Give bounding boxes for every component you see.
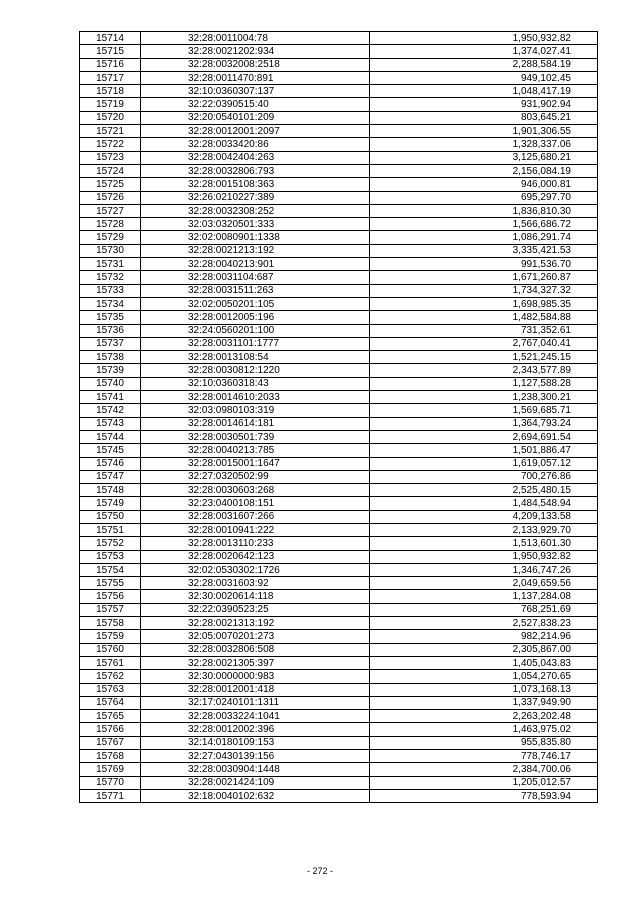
cadastral-number-cell: 32:20:0540101:209 (141, 111, 370, 124)
amount-cell: 1,501,886.47 (370, 444, 598, 457)
table-row (80, 111, 598, 124)
amount-cell: 4,209,133.58 (370, 510, 598, 523)
cadastral-number-cell: 32:28:0021313:192 (141, 617, 370, 630)
table-row (80, 231, 598, 244)
row-number-cell: 15729 (80, 231, 141, 244)
table-row (80, 45, 598, 58)
table-row (80, 497, 598, 510)
row-number-cell: 15766 (80, 723, 141, 736)
table-row (80, 311, 598, 324)
table-row (80, 523, 598, 536)
table-row (80, 417, 598, 430)
table-row (80, 710, 598, 723)
row-number-cell: 15747 (80, 470, 141, 483)
row-number-cell: 15716 (80, 58, 141, 71)
cadastral-number-cell: 32:28:0033420:86 (141, 138, 370, 151)
cadastral-number-cell: 32:28:0032806:508 (141, 643, 370, 656)
table-row (80, 258, 598, 271)
row-number-cell: 15752 (80, 537, 141, 550)
cadastral-number-cell: 32:28:0040213:901 (141, 258, 370, 271)
cadastral-number-cell: 32:03:0980103:319 (141, 404, 370, 417)
amount-cell: 731,352.61 (370, 324, 598, 337)
cadastral-number-cell: 32:28:0032308:252 (141, 204, 370, 217)
table-row (80, 563, 598, 576)
amount-cell: 2,343,577.89 (370, 364, 598, 377)
amount-cell: 1,086,291.74 (370, 231, 598, 244)
table-row (80, 297, 598, 310)
table-row (80, 630, 598, 643)
row-number-cell: 15744 (80, 430, 141, 443)
cadastral-number-cell: 32:22:0390515:40 (141, 98, 370, 111)
table-row (80, 590, 598, 603)
amount-cell: 2,527,838.23 (370, 617, 598, 630)
row-number-cell: 15742 (80, 404, 141, 417)
table-row (80, 377, 598, 390)
cadastral-number-cell: 32:28:0012002:396 (141, 723, 370, 736)
cadastral-number-cell: 32:24:0560201:100 (141, 324, 370, 337)
cadastral-number-cell: 32:28:0031104:687 (141, 271, 370, 284)
cadastral-number-cell: 32:17:0240101:1311 (141, 696, 370, 709)
cadastral-number-cell: 32:14:0180109:153 (141, 736, 370, 749)
table-row (80, 271, 598, 284)
cadastral-number-cell: 32:03:0320501:333 (141, 218, 370, 231)
cadastral-number-cell: 32:26:0210227:389 (141, 191, 370, 204)
table-row (80, 218, 598, 231)
amount-cell: 1,048,417.19 (370, 85, 598, 98)
cadastral-number-cell: 32:05:0070201:273 (141, 630, 370, 643)
table-row (80, 324, 598, 337)
table-row (80, 457, 598, 470)
row-number-cell: 15770 (80, 776, 141, 789)
table-row (80, 164, 598, 177)
table-row (80, 656, 598, 669)
row-number-cell: 15761 (80, 656, 141, 669)
row-number-cell: 15764 (80, 696, 141, 709)
amount-cell: 1,671,260.87 (370, 271, 598, 284)
row-number-cell: 15717 (80, 71, 141, 84)
amount-cell: 1,127,588.28 (370, 377, 598, 390)
amount-cell: 2,263,202.48 (370, 710, 598, 723)
row-number-cell: 15753 (80, 550, 141, 563)
cadastral-number-cell: 32:22:0390523:25 (141, 603, 370, 616)
table-row (80, 789, 598, 802)
row-number-cell: 15724 (80, 164, 141, 177)
amount-cell: 946,000.81 (370, 178, 598, 191)
amount-cell: 949,102.45 (370, 71, 598, 84)
table-row (80, 404, 598, 417)
cadastral-number-cell: 32:28:0031101:1777 (141, 337, 370, 350)
row-number-cell: 15739 (80, 364, 141, 377)
amount-cell: 695,297.70 (370, 191, 598, 204)
table-row (80, 191, 598, 204)
amount-cell: 778,593.94 (370, 789, 598, 802)
cadastral-number-cell: 32:28:0021424:109 (141, 776, 370, 789)
row-number-cell: 15756 (80, 590, 141, 603)
amount-cell: 768,251.69 (370, 603, 598, 616)
amount-cell: 982,214.96 (370, 630, 598, 643)
table-row (80, 550, 598, 563)
table-row (80, 85, 598, 98)
table-row (80, 351, 598, 364)
cadastral-number-cell: 32:28:0012005:196 (141, 311, 370, 324)
table-row (80, 178, 598, 191)
table-row (80, 430, 598, 443)
cadastral-number-cell: 32:28:0012001:2097 (141, 125, 370, 138)
row-number-cell: 15757 (80, 603, 141, 616)
row-number-cell: 15755 (80, 577, 141, 590)
cadastral-number-cell: 32:28:0021202:934 (141, 45, 370, 58)
row-number-cell: 15719 (80, 98, 141, 111)
cadastral-number-cell: 32:28:0032008:2518 (141, 58, 370, 71)
table-row (80, 696, 598, 709)
table-row (80, 32, 598, 45)
cadastral-number-cell: 32:28:0031603:92 (141, 577, 370, 590)
table-row (80, 444, 598, 457)
amount-cell: 1,482,584.88 (370, 311, 598, 324)
table-row (80, 151, 598, 164)
cadastral-number-cell: 32:02:0050201:105 (141, 297, 370, 310)
amount-cell: 1,950,932.82 (370, 550, 598, 563)
row-number-cell: 15769 (80, 763, 141, 776)
amount-cell: 1,346,747.26 (370, 563, 598, 576)
amount-cell: 1,205,012.57 (370, 776, 598, 789)
table-row (80, 470, 598, 483)
cadastral-number-cell: 32:28:0013110:233 (141, 537, 370, 550)
row-number-cell: 15746 (80, 457, 141, 470)
row-number-cell: 15727 (80, 204, 141, 217)
amount-cell: 1,054,270.65 (370, 670, 598, 683)
amount-cell: 1,619,057.12 (370, 457, 598, 470)
cadastral-number-cell: 32:28:0032806:793 (141, 164, 370, 177)
cadastral-number-cell: 32:30:0020614:118 (141, 590, 370, 603)
amount-cell: 955,835.80 (370, 736, 598, 749)
table-row (80, 484, 598, 497)
amount-cell: 2,305,867.00 (370, 643, 598, 656)
table-row (80, 643, 598, 656)
table-row (80, 284, 598, 297)
amount-cell: 1,364,793.24 (370, 417, 598, 430)
row-number-cell: 15743 (80, 417, 141, 430)
amount-cell: 1,698,985.35 (370, 297, 598, 310)
row-number-cell: 15749 (80, 497, 141, 510)
cadastral-number-cell: 32:27:0430139:156 (141, 750, 370, 763)
table-row (80, 750, 598, 763)
row-number-cell: 15714 (80, 32, 141, 45)
amount-cell: 1,405,043.83 (370, 656, 598, 669)
row-number-cell: 15738 (80, 351, 141, 364)
row-number-cell: 15759 (80, 630, 141, 643)
table-row (80, 670, 598, 683)
row-number-cell: 15720 (80, 111, 141, 124)
row-number-cell: 15736 (80, 324, 141, 337)
cadastral-number-cell: 32:27:0320502:99 (141, 470, 370, 483)
table-row (80, 138, 598, 151)
cadastral-number-cell: 32:28:0030904:1448 (141, 763, 370, 776)
table-row (80, 603, 598, 616)
table-row (80, 125, 598, 138)
amount-cell: 931,902.94 (370, 98, 598, 111)
amount-cell: 1,836,810.30 (370, 204, 598, 217)
table-body (80, 32, 598, 803)
table-row (80, 58, 598, 71)
amount-cell: 1,566,686.72 (370, 218, 598, 231)
table-row (80, 723, 598, 736)
row-number-cell: 15768 (80, 750, 141, 763)
amount-cell: 2,288,584.19 (370, 58, 598, 71)
cadastral-number-cell: 32:28:0021305:397 (141, 656, 370, 669)
row-number-cell: 15728 (80, 218, 141, 231)
amount-cell: 700,276.86 (370, 470, 598, 483)
table-row (80, 98, 598, 111)
row-number-cell: 15763 (80, 683, 141, 696)
row-number-cell: 15726 (80, 191, 141, 204)
row-number-cell: 15718 (80, 85, 141, 98)
cadastral-number-cell: 32:28:0030501:739 (141, 430, 370, 443)
amount-cell: 1,484,548.94 (370, 497, 598, 510)
cadastral-number-cell: 32:10:0360307:137 (141, 85, 370, 98)
table-row (80, 683, 598, 696)
table-row (80, 337, 598, 350)
row-number-cell: 15715 (80, 45, 141, 58)
amount-cell: 3,125,680.21 (370, 151, 598, 164)
amount-cell: 778,746.17 (370, 750, 598, 763)
row-number-cell: 15723 (80, 151, 141, 164)
row-number-cell: 15725 (80, 178, 141, 191)
row-number-cell: 15731 (80, 258, 141, 271)
row-number-cell: 15760 (80, 643, 141, 656)
cadastral-number-cell: 32:28:0012001:418 (141, 683, 370, 696)
data-table (79, 31, 598, 803)
amount-cell: 2,049,659.56 (370, 577, 598, 590)
row-number-cell: 15722 (80, 138, 141, 151)
cadastral-number-cell: 32:28:0020642:123 (141, 550, 370, 563)
cadastral-number-cell: 32:28:0030603:268 (141, 484, 370, 497)
amount-cell: 1,337,949.90 (370, 696, 598, 709)
table-row (80, 391, 598, 404)
table-row (80, 204, 598, 217)
row-number-cell: 15735 (80, 311, 141, 324)
table-row (80, 537, 598, 550)
amount-cell: 1,513,601.30 (370, 537, 598, 550)
cadastral-number-cell: 32:02:0530302:1726 (141, 563, 370, 576)
cadastral-number-cell: 32:23:0400108:151 (141, 497, 370, 510)
row-number-cell: 15767 (80, 736, 141, 749)
amount-cell: 1,901,306.55 (370, 125, 598, 138)
amount-cell: 2,156,084.19 (370, 164, 598, 177)
amount-cell: 2,525,480.15 (370, 484, 598, 497)
row-number-cell: 15737 (80, 337, 141, 350)
cadastral-number-cell: 32:28:0010941:222 (141, 523, 370, 536)
row-number-cell: 15765 (80, 710, 141, 723)
row-number-cell: 15758 (80, 617, 141, 630)
cadastral-number-cell: 32:18:0040102:632 (141, 789, 370, 802)
amount-cell: 2,133,929.70 (370, 523, 598, 536)
amount-cell: 1,137,284.08 (370, 590, 598, 603)
cadastral-number-cell: 32:10:0360318:43 (141, 377, 370, 390)
cadastral-number-cell: 32:02:0080901:1338 (141, 231, 370, 244)
amount-cell: 2,384,700.06 (370, 763, 598, 776)
cadastral-number-cell: 32:28:0011470:891 (141, 71, 370, 84)
table-row (80, 71, 598, 84)
amount-cell: 2,694,691.54 (370, 430, 598, 443)
amount-cell: 1,569,685.71 (370, 404, 598, 417)
amount-cell: 1,734,327.32 (370, 284, 598, 297)
table-row (80, 736, 598, 749)
cadastral-number-cell: 32:28:0015108:363 (141, 178, 370, 191)
row-number-cell: 15754 (80, 563, 141, 576)
cadastral-number-cell: 32:28:0015001:1647 (141, 457, 370, 470)
table-row (80, 510, 598, 523)
table-row (80, 617, 598, 630)
cadastral-number-cell: 32:28:0014614:181 (141, 417, 370, 430)
amount-cell: 991,536.70 (370, 258, 598, 271)
amount-cell: 1,521,245.15 (370, 351, 598, 364)
amount-cell: 2,767,040.41 (370, 337, 598, 350)
amount-cell: 1,328,337.06 (370, 138, 598, 151)
cadastral-number-cell: 32:28:0033224:1041 (141, 710, 370, 723)
amount-cell: 1,073,168.13 (370, 683, 598, 696)
table-row (80, 763, 598, 776)
cadastral-number-cell: 32:28:0031511:263 (141, 284, 370, 297)
cadastral-number-cell: 32:28:0040213:785 (141, 444, 370, 457)
row-number-cell: 15751 (80, 523, 141, 536)
table-row (80, 244, 598, 257)
row-number-cell: 15771 (80, 789, 141, 802)
page-number: - 272 - (306, 866, 333, 876)
cadastral-number-cell: 32:28:0021213:192 (141, 244, 370, 257)
cadastral-number-cell: 32:30:0000000:983 (141, 670, 370, 683)
table-row (80, 364, 598, 377)
row-number-cell: 15748 (80, 484, 141, 497)
cadastral-number-cell: 32:28:0030812:1220 (141, 364, 370, 377)
amount-cell: 803,645.21 (370, 111, 598, 124)
row-number-cell: 15745 (80, 444, 141, 457)
amount-cell: 1,238,300.21 (370, 391, 598, 404)
amount-cell: 3,335,421.53 (370, 244, 598, 257)
row-number-cell: 15733 (80, 284, 141, 297)
cadastral-number-cell: 32:28:0011004:78 (141, 32, 370, 45)
row-number-cell: 15741 (80, 391, 141, 404)
amount-cell: 1,374,027.41 (370, 45, 598, 58)
amount-cell: 1,463,975.02 (370, 723, 598, 736)
table-row (80, 577, 598, 590)
row-number-cell: 15730 (80, 244, 141, 257)
cadastral-number-cell: 32:28:0013108:54 (141, 351, 370, 364)
row-number-cell: 15734 (80, 297, 141, 310)
row-number-cell: 15762 (80, 670, 141, 683)
cadastral-number-cell: 32:28:0042404:263 (141, 151, 370, 164)
row-number-cell: 15732 (80, 271, 141, 284)
row-number-cell: 15750 (80, 510, 141, 523)
table-row (80, 776, 598, 789)
cadastral-number-cell: 32:28:0014610:2033 (141, 391, 370, 404)
cadastral-number-cell: 32:28:0031607:266 (141, 510, 370, 523)
row-number-cell: 15740 (80, 377, 141, 390)
row-number-cell: 15721 (80, 125, 141, 138)
amount-cell: 1,950,932.82 (370, 32, 598, 45)
